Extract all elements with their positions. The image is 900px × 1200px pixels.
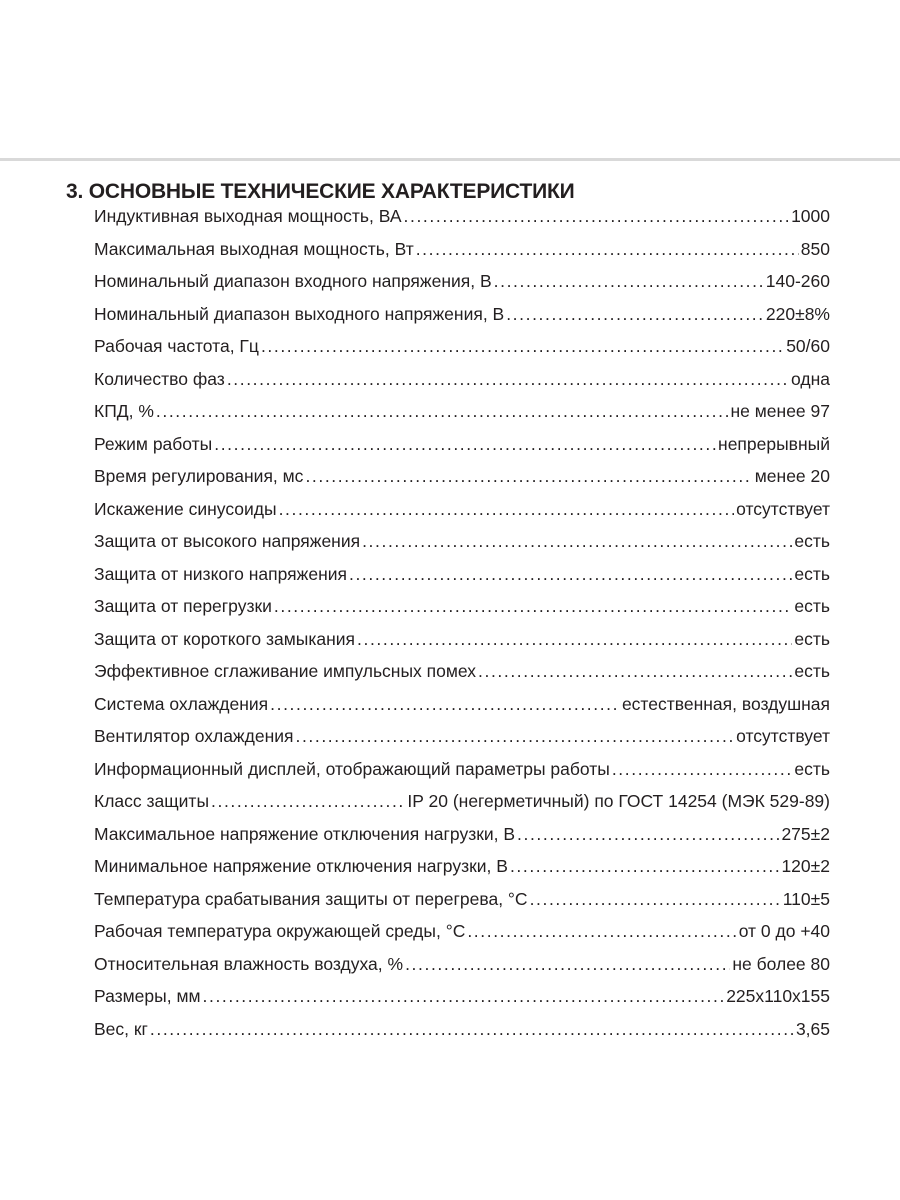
- spec-row: [94, 753, 830, 786]
- spec-row: [94, 818, 830, 851]
- dot-leader: [261, 330, 784, 363]
- spec-row: [94, 1013, 830, 1046]
- spec-row: [94, 525, 830, 558]
- spec-label: Искажение синусоиды: [94, 498, 277, 519]
- spec-label: Рабочая частота, Гц: [94, 336, 259, 356]
- spec-value: менее 20: [754, 466, 830, 486]
- dot-leader: [296, 720, 735, 753]
- dot-leader: [506, 298, 764, 331]
- spec-label: Время регулирования, мс: [94, 466, 304, 486]
- spec-label: Защита от короткого замыкания: [94, 628, 356, 649]
- spec-label: Номинальный диапазон входного напряжения, В: [94, 271, 492, 291]
- spec-row: [94, 688, 830, 721]
- dot-leader: [405, 948, 730, 981]
- spec-value: 850: [800, 238, 830, 259]
- spec-label: Защита от высокого напряжения: [94, 531, 361, 551]
- spec-label: Режим работы: [94, 433, 213, 454]
- dot-leader: [211, 785, 405, 818]
- spec-list: [94, 200, 830, 1045]
- spec-row: [94, 395, 830, 428]
- spec-row: [94, 655, 830, 688]
- spec-value: отсутствует: [736, 498, 830, 519]
- dot-leader: [494, 265, 764, 298]
- spec-value: 50/60: [786, 336, 830, 356]
- dot-leader: [362, 525, 792, 558]
- spec-value: 120±2: [781, 856, 830, 876]
- spec-value: 110±5: [782, 888, 830, 909]
- dot-leader: [270, 688, 620, 721]
- spec-row: [94, 915, 830, 948]
- dot-leader: [416, 233, 799, 266]
- dot-leader: [478, 655, 792, 688]
- spec-value: одна: [791, 368, 830, 389]
- top-divider: [0, 158, 900, 161]
- dot-leader: [404, 200, 790, 233]
- spec-label: Защита от перегрузки: [94, 596, 272, 616]
- spec-value: 225х110х155: [726, 986, 830, 1006]
- spec-label: Индуктивная выходная мощность, ВА: [94, 206, 402, 226]
- dot-leader: [357, 623, 792, 656]
- spec-value: естественная, воздушная: [621, 693, 830, 714]
- spec-row: [94, 623, 830, 656]
- spec-row: [94, 980, 830, 1013]
- spec-label: Относительная влажность воздуха, %: [94, 953, 404, 974]
- spec-row: [94, 785, 830, 818]
- dot-leader: [150, 1013, 794, 1046]
- spec-value: 275±2: [781, 823, 830, 844]
- spec-row: [94, 330, 830, 363]
- spec-label: Эффективное сглаживание импульсных помех: [94, 661, 477, 681]
- spec-row: [94, 298, 830, 331]
- spec-label: КПД, %: [94, 401, 154, 421]
- spec-value: 3,65: [795, 1018, 830, 1039]
- dot-leader: [274, 590, 792, 623]
- spec-label: Минимальное напряжение отключения нагрузки, В: [94, 856, 508, 876]
- spec-row: [94, 493, 830, 526]
- spec-value: 140-260: [765, 271, 830, 291]
- section-title: 3. ОСНОВНЫЕ ТЕХНИЧЕСКИЕ ХАРАКТЕРИСТИКИ: [66, 180, 575, 204]
- spec-row: [94, 233, 830, 266]
- spec-label: Система охлаждения: [94, 693, 269, 714]
- spec-value: 220±8%: [765, 303, 830, 324]
- dot-leader: [530, 883, 781, 916]
- spec-label: Размеры, мм: [94, 986, 201, 1006]
- dot-leader: [349, 558, 792, 591]
- spec-label: Информационный дисплей, отображающий параметры работы: [94, 758, 610, 779]
- spec-label: Максимальное напряжение отключения нагрузки, В: [94, 823, 516, 844]
- spec-label: Вес, кг: [94, 1018, 148, 1039]
- dot-leader: [214, 428, 716, 461]
- spec-value: есть: [794, 531, 830, 551]
- spec-label: Защита от низкого напряжения: [94, 563, 347, 584]
- spec-row: [94, 948, 830, 981]
- spec-value: непрерывный: [718, 433, 830, 454]
- spec-value: не более 80: [732, 953, 830, 974]
- spec-row: [94, 590, 830, 623]
- dot-leader: [467, 915, 736, 948]
- spec-row: [94, 883, 830, 916]
- dot-leader: [612, 753, 793, 786]
- dot-leader: [156, 395, 729, 428]
- spec-value: есть: [794, 628, 830, 649]
- spec-value: не менее 97: [730, 401, 830, 421]
- spec-label: Номинальный диапазон выходного напряжения, В: [94, 303, 505, 324]
- spec-value: есть: [794, 758, 830, 779]
- dot-leader: [305, 460, 752, 493]
- spec-row: [94, 428, 830, 461]
- spec-row: [94, 200, 830, 233]
- spec-label: Температура срабатывания защиты от перегрева, °С: [94, 888, 528, 909]
- spec-value: IP 20 (негерметичный) по ГОСТ 14254 (МЭК 529-89): [407, 791, 830, 811]
- spec-row: [94, 558, 830, 591]
- spec-value: от 0 до +40: [738, 921, 830, 941]
- dot-leader: [227, 363, 789, 396]
- spec-value: есть: [794, 563, 830, 584]
- spec-row: [94, 850, 830, 883]
- spec-value: есть: [794, 661, 830, 681]
- spec-value: 1000: [791, 206, 830, 226]
- spec-value: есть: [794, 596, 830, 616]
- spec-row: [94, 363, 830, 396]
- spec-value: отсутствует: [736, 726, 830, 746]
- dot-leader: [279, 493, 735, 526]
- spec-label: Максимальная выходная мощность, Вт: [94, 238, 414, 259]
- spec-label: Количество фаз: [94, 368, 225, 389]
- dot-leader: [517, 818, 779, 851]
- spec-label: Класс защиты: [94, 791, 210, 811]
- dot-leader: [510, 850, 780, 883]
- spec-label: Рабочая температура окружающей среды, °С: [94, 921, 466, 941]
- spec-row: [94, 265, 830, 298]
- spec-label: Вентилятор охлаждения: [94, 726, 294, 746]
- spec-row: [94, 720, 830, 753]
- spec-row: [94, 460, 830, 493]
- dot-leader: [203, 980, 725, 1013]
